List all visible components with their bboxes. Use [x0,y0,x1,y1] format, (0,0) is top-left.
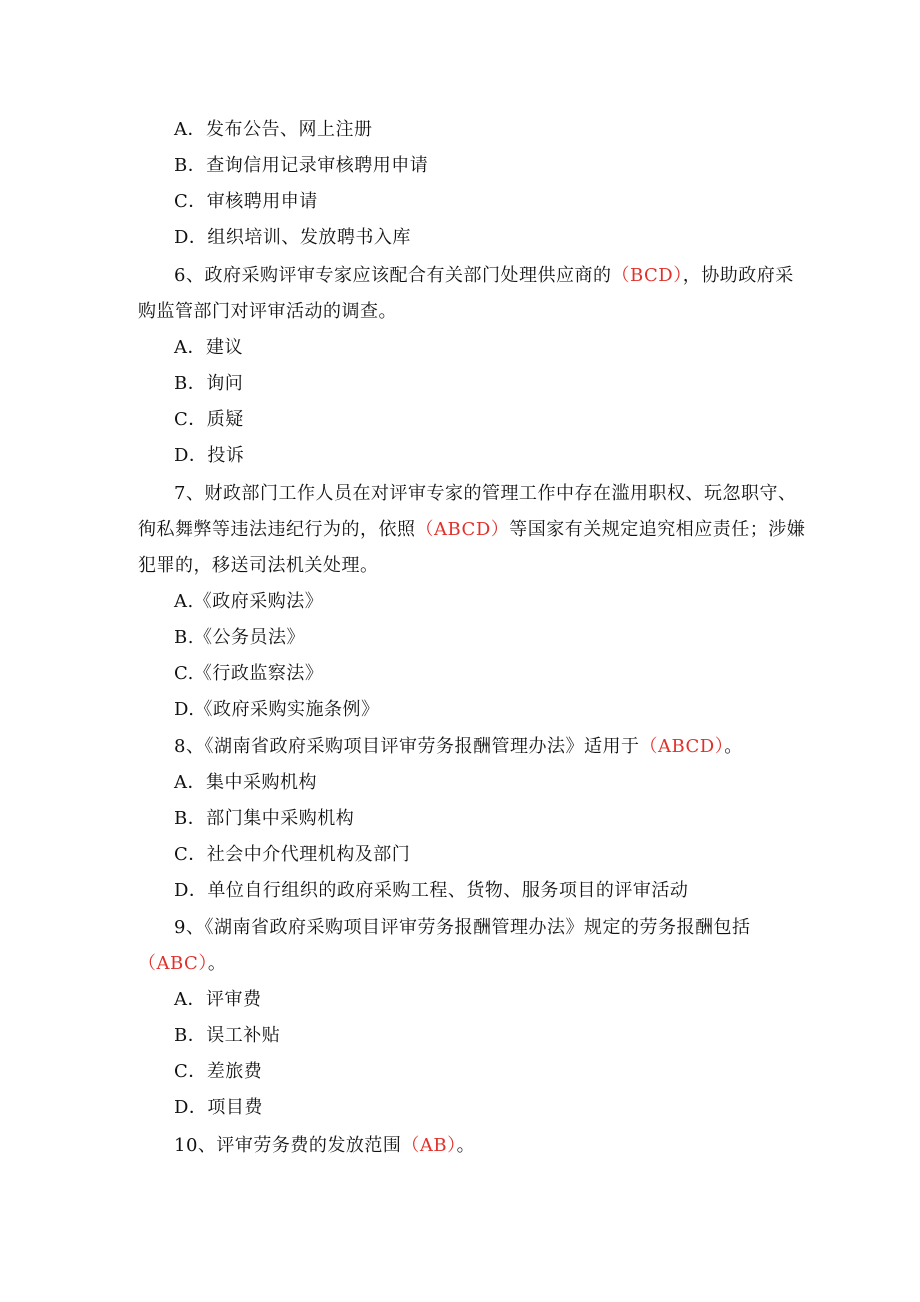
q6-option-d: D．投诉 [174,445,245,466]
q10-text-pre: 10、评审劳务费的发放范围 [174,1135,402,1156]
q10-text-post: 。 [456,1135,476,1156]
q7-question-line2 [138,518,805,542]
q6-answer: （BCD） [611,265,683,286]
q6-question-line1 [174,264,794,288]
q8-option-c: C．社会中介代理机构及部门 [174,844,411,865]
q9-option-a: A．评审费 [174,989,262,1010]
q9-question-line2 [138,952,226,976]
q8-question-line1 [174,735,743,759]
q6-question-line2: 购监管部门对评审活动的调查。 [138,301,397,322]
q7-answer: （ABCD） [415,519,510,540]
q5-option-d: D．组织培训、发放聘书入库 [174,227,411,248]
q9-question-line1: 9、《湖南省政府采购项目评审劳务报酬管理办法》规定的劳务报酬包括 [174,917,751,938]
q6-option-c: C．质疑 [174,409,244,430]
q8-answer: （ABCD） [639,736,725,757]
q10-answer: （AB） [401,1135,457,1156]
q5-option-b: B．查询信用记录审核聘用申请 [174,155,429,176]
q9-text-post: 。 [207,953,227,974]
q7-option-a: A.《政府采购法》 [174,591,324,612]
q6-option-b: B．询问 [174,373,244,394]
q8-text-post: 。 [724,736,743,757]
q8-option-d: D．单位自行组织的政府采购工程、货物、服务项目的评审活动 [174,880,689,901]
q7-text-post: 等国家有关规定追究相应责任；涉嫌 [509,519,806,540]
q6-text-post: ，协助政府采 [682,265,794,286]
q9-answer: （ABC） [138,953,208,974]
q7-question-line3: 犯罪的，移送司法机关处理。 [138,555,379,576]
q7-option-d: D.《政府采购实施条例》 [174,699,380,720]
q7-text-pre: 徇私舞弊等违法违纪行为的，依照 [138,519,416,540]
q7-question-line1: 7、财政部门工作人员在对评审专家的管理工作中存在滥用职权、玩忽职守、 [174,483,797,504]
q6-text-pre: 6、政府采购评审专家应该配合有关部门处理供应商的 [174,265,612,286]
q10-question-line1 [174,1134,475,1158]
q7-option-b: B.《公务员法》 [174,627,305,648]
q9-option-b: B．误工补贴 [174,1025,281,1046]
q8-option-b: B．部门集中采购机构 [174,808,355,829]
q5-option-a: A．发布公告、网上注册 [174,119,373,140]
q6-option-a: A．建议 [174,337,243,358]
q9-option-d: D．项目费 [174,1097,263,1118]
q8-option-a: A．集中采购机构 [174,772,317,793]
q5-option-c: C．审核聘用申请 [174,191,318,212]
q7-option-c: C.《行政监察法》 [174,663,324,684]
q8-text-pre: 8、《湖南省政府采购项目评审劳务报酬管理办法》适用于 [174,736,640,757]
q9-option-c: C．差旅费 [174,1061,263,1082]
